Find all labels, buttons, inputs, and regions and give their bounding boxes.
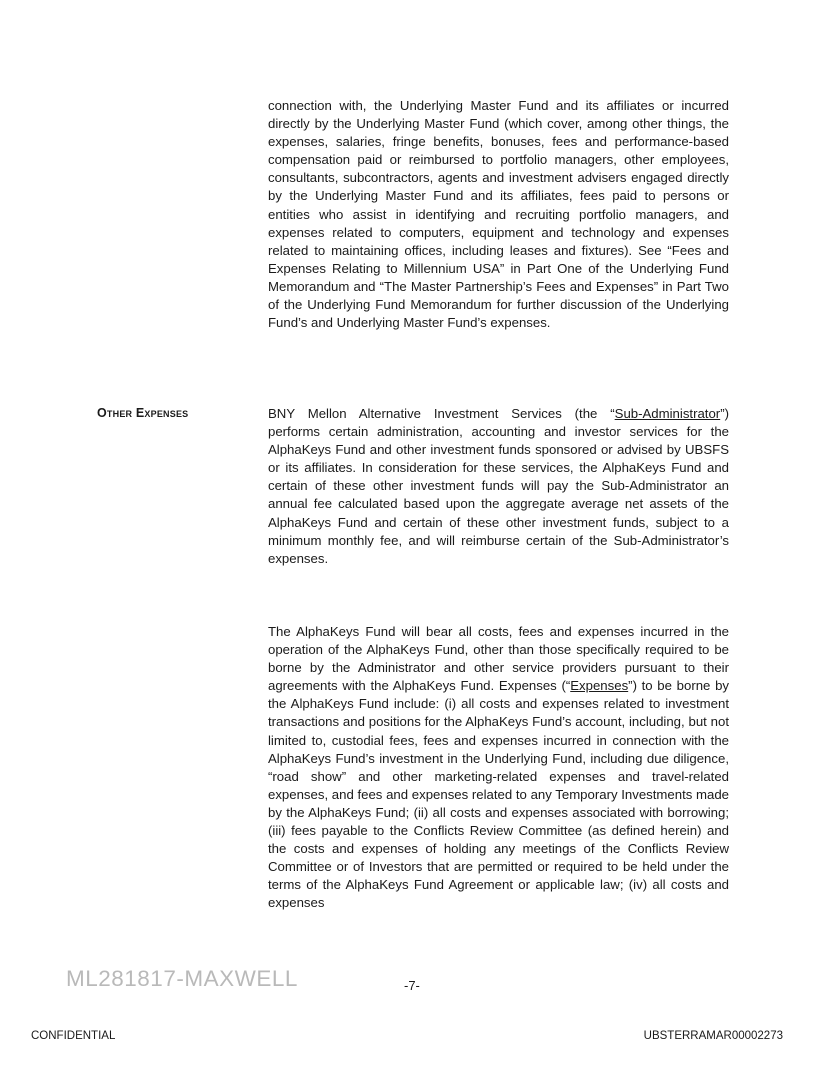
text-run: ”) to be borne by the AlphaKeys Fund include: (i) all costs and expenses related to investment transactions and positions for the AlphaKeys Fund’s account, including, but not limited to, custodial fees, fees and expenses incurred in connection with the AlphaKeys Fund’s investment in the Underlying Fund, including due diligence, “road show” and other marketing-related expenses and travel-related expenses, and fees and expenses related to any Temporary Investments made by the AlphaKeys Fund; (ii) all costs and expenses associated with borrowing; (iii) fees payable to the Conflicts Review Committee (as defined herein) and the costs and expenses of holding any meetings of the Conflicts Review Committee or of Investors that are permitted or required to be held under the terms of the AlphaKeys Fund Agreement or applicable law; (iv) all costs and expenses	[268, 678, 729, 911]
page-number: -7-	[404, 978, 420, 993]
paragraph: connection with, the Underlying Master Fund and its affiliates or incurred directly by the Underlying Master Fund (which cover, among other things, the expenses, salaries, fringe benefits, bonuses, fees and performance-based compensation paid or reimbursed to portfolio managers, other employees, consultants, subcontractors, agents and investment advisers engaged directly by the Underlying Master Fund and its affiliates, fees paid to persons or entities who assist in identifying and recruiting portfolio managers, and expenses related to computers, equipment and technology and expenses related to maintaining offices, including leases and fixtures). See “Fees and Expenses Relating to Millennium USA” in Part One of the Underlying Fund Memorandum and “The Master Partnership’s Fees and Expenses” in Part Two of the Underlying Fund Memorandum for further discussion of the Underlying Fund’s and Underlying Master Fund’s expenses.	[268, 98, 729, 331]
sub-administrator-paragraph	[268, 405, 729, 568]
section-heading-other-expenses: Other Expenses	[97, 406, 189, 420]
text-run: ”) performs certain administration, accounting and investor services for the AlphaKeys Fund and other investment funds sponsored or advised by UBSFS or its affiliates. In consideration for these services, the AlphaKeys Fund and certain of these other investment funds will pay the Sub-Administrator an annual fee calculated based upon the aggregate average net assets of the AlphaKeys Fund and certain of these other investment funds, subject to a minimum monthly fee, and will reimburse certain of the Sub-Administrator’s expenses.	[268, 406, 729, 566]
expenses-paragraph	[268, 623, 729, 913]
text-run: The AlphaKeys Fund will bear all costs, fees and expenses incurred in the operation of the AlphaKeys Fund, other than those specifically required to be borne by the Administrator and other service providers pursuant to their agreements with the AlphaKeys Fund. Expenses (“	[268, 624, 729, 694]
defined-term-sub-administrator: Sub-Administrator	[614, 406, 721, 421]
defined-term-expenses: Expenses	[570, 678, 629, 694]
confidential-label: CONFIDENTIAL	[31, 1030, 116, 1042]
bates-number: UBSTERRAMAR00002273	[643, 1030, 783, 1042]
text-run: BNY Mellon Alternative Investment Services (the “	[268, 406, 615, 421]
paragraph	[268, 405, 729, 568]
paragraph	[268, 623, 729, 913]
document-stamp: ML281817-MAXWELL	[66, 966, 298, 991]
fees-expenses-continuation	[268, 97, 729, 332]
